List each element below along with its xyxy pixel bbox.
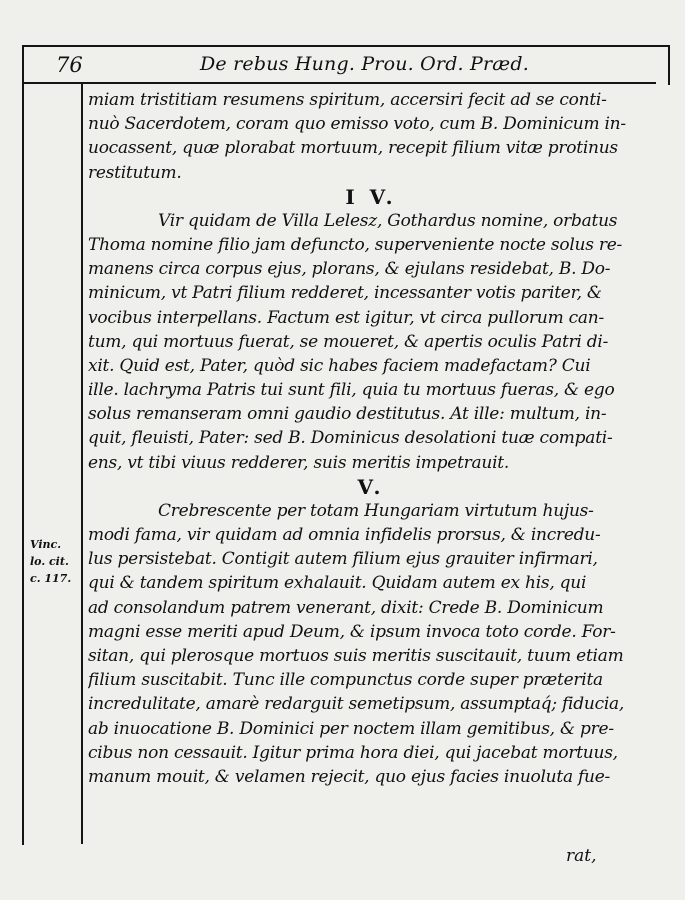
text-line: Vir quidam de Villa Lelesz, Gothardus nomine, orbatus: [158, 210, 618, 231]
text-line: manens circa corpus ejus, plorans, & ejulans residebat, B. Do-: [88, 259, 611, 280]
text-line: magni esse meriti apud Deum, & ipsum invoca toto corde. For-: [88, 621, 616, 642]
frame-left-rule: [22, 45, 24, 845]
margin-note-line: c. 117.: [30, 572, 72, 585]
text-line: tum, qui mortuus fuerat, se moueret, & apertis oculis Patri di-: [88, 331, 609, 352]
text-line: miam tristitiam resumens spiritum, accersiri fecit ad se conti-: [88, 90, 607, 110]
main-text: [88, 88, 654, 789]
text-line: ad consolandum patrem venerant, dixit: Crede B. Dominicum: [88, 597, 604, 618]
page-number: 76: [56, 53, 83, 77]
frame-right-rule: [668, 45, 670, 85]
section-number: I V.: [345, 184, 397, 209]
text-line: vocibus interpellans. Factum est igitur, vt circa pullorum can-: [88, 307, 604, 328]
text-line: xit. Quid est, Pater, quòd sic habes faciem madefactam? Cui: [88, 355, 591, 376]
text-line: cibus non cessauit. Igitur prima hora diei, qui jacebat mortuus,: [88, 742, 618, 763]
catchword: rat,: [566, 846, 597, 866]
text-line: lus persistebat. Contigit autem filium ejus grauiter infirmari,: [88, 549, 598, 570]
running-head: De rebus Hung. Prou. Ord. Præd.: [200, 53, 529, 75]
margin-note-line: Vinc.: [30, 538, 62, 551]
text-line: filium suscitabit. Tunc ille compunctus corde super præterita: [88, 670, 603, 691]
text-line: Crebrescente per totam Hungariam virtutum hujus-: [158, 500, 594, 521]
text-line: sitan, qui plerosque mortuos suis meritis suscitauit, tuum etiam: [88, 645, 624, 666]
text-line: uocassent, quæ plorabat mortuum, recepit filium vitæ protinus: [88, 138, 618, 159]
text-line: quit, fleuisti, Pater: sed B. Dominicus desolationi tuæ compati-: [88, 428, 613, 449]
text-line: minicum, vt Patri filium redderet, incessanter votis pariter, &: [88, 283, 602, 304]
text-line: nuò Sacerdotem, coram quo emisso voto, cum B. Dominicum in-: [88, 114, 626, 135]
text-line: Thoma nomine filio jam defuncto, superveniente nocte solus re-: [88, 234, 623, 255]
text-line: ille. lachryma Patris tui sunt fili, quia tu mortuus fueras, & ego: [88, 380, 615, 401]
text-line: modi fama, vir quidam ad omnia infidelis prorsus, & incredu-: [88, 525, 601, 545]
margin-note-line: lo. cit.: [30, 555, 69, 568]
margin-rule: [81, 84, 83, 844]
text-line: solus remanseram omni gaudio destitutus. At ille: multum, in-: [88, 404, 607, 425]
text-line: incredulitate, amarè redarguit semetipsum, assumptaq́; fiducia,: [88, 694, 625, 715]
frame-top-rule: [22, 45, 670, 47]
section-number: V.: [357, 474, 385, 499]
text-line: ab inuocatione B. Dominici per noctem illam gemitibus, & pre-: [88, 718, 614, 739]
text-line: restitutum.: [88, 162, 182, 183]
text-line: ens, vt tibi viuus redderer, suis meritis impetrauit.: [88, 452, 510, 473]
text-line: qui & tandem spiritum exhalauit. Quidam autem ex his, qui: [88, 573, 587, 594]
header-rule: [22, 82, 656, 84]
margin-note: [30, 536, 82, 587]
text-line: manum mouit, & velamen rejecit, quo ejus facies inuoluta fue-: [88, 766, 611, 787]
